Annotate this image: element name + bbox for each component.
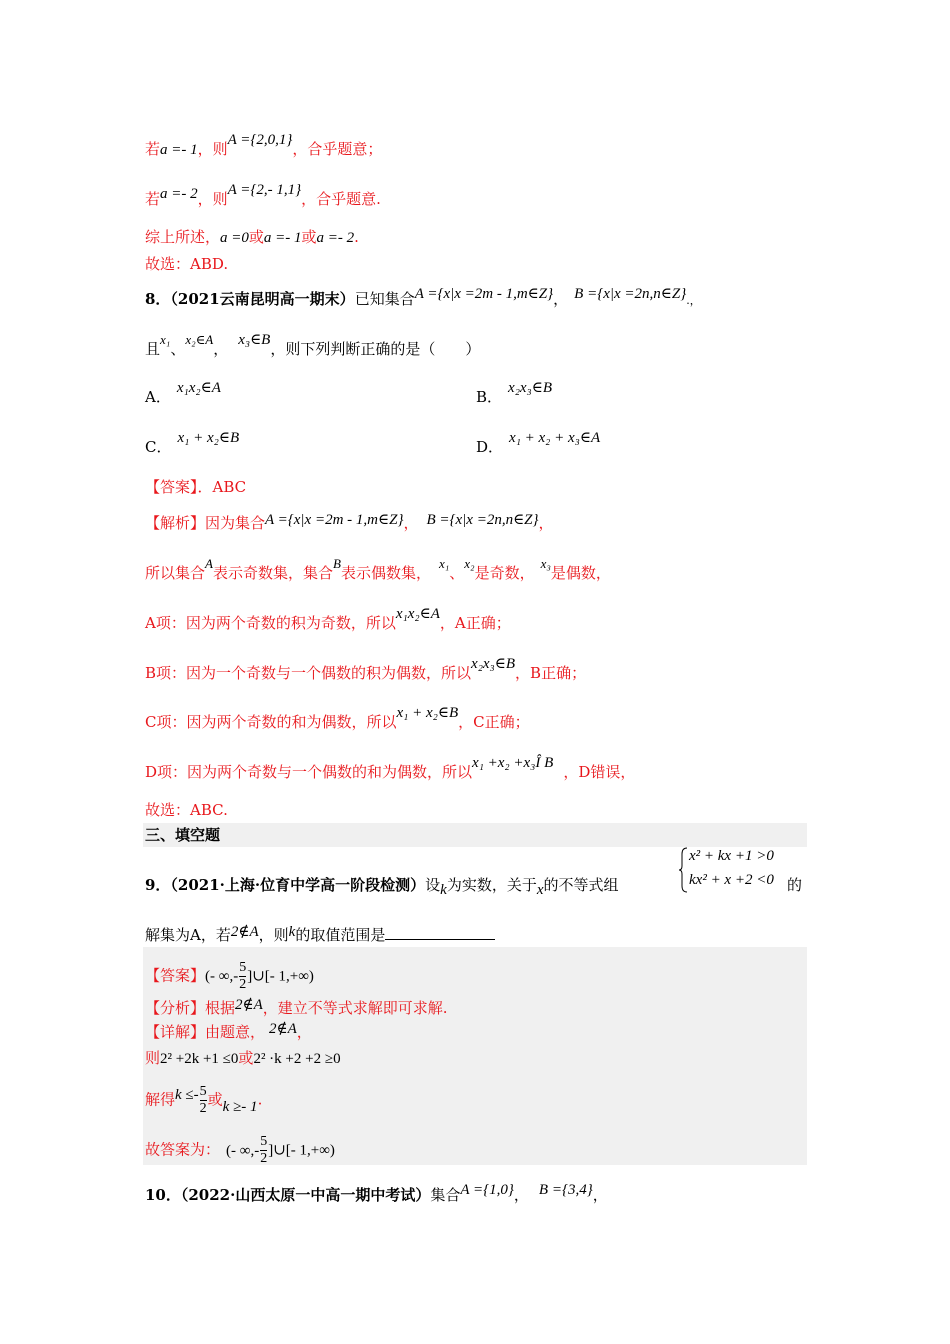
section-title: 三、填空题 [145, 826, 221, 844]
q9-fenxi: 【分析】根据2∉A，建立不等式求解即可求解. [145, 997, 448, 1017]
q8-item-a: A项：因为两个奇数的积为奇数，所以x₁x₂∈A，A正确； [145, 606, 511, 632]
q8-answer: 【答案】．ABC [145, 478, 247, 496]
case-a-minus1: 若a =- 1，则A ={2,0,1}，合乎题意； [145, 132, 383, 158]
q8-option-c: C． x₁ + x₂∈B [145, 430, 240, 456]
q9-final: 故答案为： (- ∞,- $\frac{5}{2}$ ]∪[- 1,+∞) [145, 1134, 335, 1166]
q10-stem: 10．（2022·山西太原一中高一期中考试）集合A ={1,0}， B ={3,4}， [145, 1182, 608, 1204]
q8-option-b: B． x₂x₃∈B [476, 380, 553, 406]
q8-stem: 8．（2021云南昆明高一期末）已知集合A ={x|x =2m - 1,m∈Z}， B ={x|x =2n,n∈Z}.， [145, 286, 701, 308]
section-band [143, 823, 807, 847]
summary-line: 综上所述，a =0或a =- 1或a =- 2. [145, 228, 359, 246]
q8-select: 故选：ABC. [145, 801, 228, 819]
answer-blank[interactable] [385, 925, 495, 940]
q8-stem-2: 且x₁、x₂∈A， x₃∈B，则下列判断正确的是（ ） [145, 332, 481, 358]
q8-analysis: 【解析】因为集合A ={x|x =2m - 1,m∈Z}， B ={x|x =2n,n∈Z}， [145, 512, 554, 532]
q8-option-d: D． x₁ + x₂ + x₃∈A [476, 430, 601, 456]
q8-option-a: A． x₁x₂∈A [145, 380, 221, 406]
select-abd: 故选：ABD. [145, 255, 229, 273]
q9-answer: 【答案】(- ∞,- $\frac{5}{2}$ ]∪[- 1,+∞) [145, 960, 314, 992]
q8-item-d: D项：因为两个奇数与一个偶数的和为偶数，所以x₁ +x₂ +x₃Î B ，D错误， [145, 755, 636, 781]
case-a-minus2: 若a =- 2，则A ={2,- 1,1}，合乎题意. [145, 182, 381, 208]
q8-item-b: B项：因为一个奇数与一个偶数的积为偶数，所以x₂x₃∈B，B正确； [145, 656, 587, 682]
q9-condition: 则2² +2k +1 ≤0或2² ·k +2 +2 ≥0 [145, 1049, 341, 1067]
q9-system: x² + kx +1 >0 kx² + x +2 <0 [678, 846, 788, 896]
q9-solve: 解得k ≤- $\frac{5}{2}$ 或k ≥- 1. [145, 1084, 263, 1116]
q8-item-c: C项：因为两个奇数的和为偶数，所以x₁ + x₂∈B，C正确； [145, 705, 530, 731]
q9-stem-2: 解集为A，若2∉A，则k的取值范围是 [145, 924, 495, 947]
q9-stem-end: 的 [787, 876, 803, 894]
q9-xiangjie: 【详解】由题意， 2∉A， [145, 1021, 312, 1041]
q9-stem: 9．（2021·上海·位育中学高一阶段检测）设k为实数，关于x的不等式组 [145, 876, 619, 898]
q8-analysis-p1: 所以集合A表示奇数集，集合B表示偶数集，x₁、x₂是奇数，x₃是偶数， [145, 556, 611, 582]
brace-icon [678, 846, 688, 894]
